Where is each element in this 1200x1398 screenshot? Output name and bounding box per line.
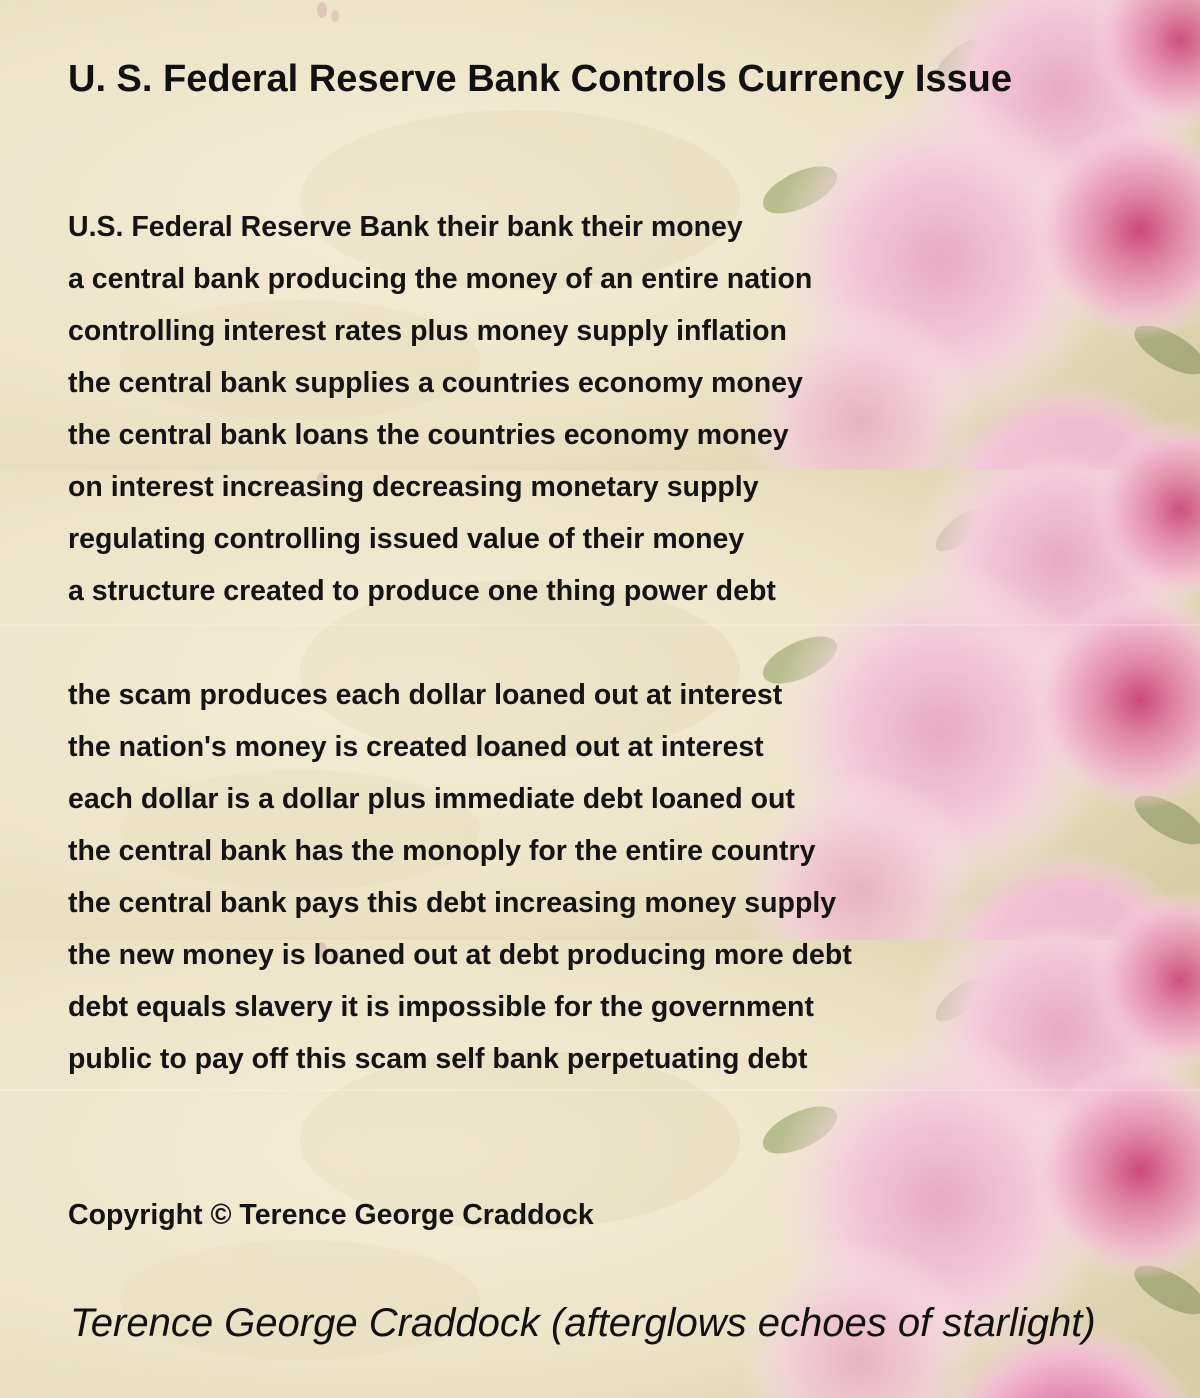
copyright-notice: Copyright © Terence George Craddock [68,1199,594,1231]
author-line: Terence George Craddock (afterglows echoes of starlight) [70,1301,1096,1345]
poem-line: the central bank loans the countries economy money [68,419,789,451]
poem-line: the new money is loaned out at debt producing more debt [68,939,852,971]
poem-line: debt equals slavery it is impossible for the government [68,991,814,1023]
stanza-1 [68,201,812,617]
poem-line: controlling interest rates plus money supply inflation [68,315,787,347]
poem-line: a central bank producing the money of an entire nation [68,263,813,295]
poem-line: the central bank supplies a countries economy money [68,367,803,399]
poem-line: the nation's money is created loaned out at interest [68,731,764,763]
poem-line: on interest increasing decreasing monetary supply [68,471,759,503]
poem-line: public to pay off this scam self bank perpetuating debt [68,1043,808,1075]
poem-line: the scam produces each dollar loaned out at interest [68,679,783,711]
poem-line: U.S. Federal Reserve Bank their bank their money [68,211,743,243]
stanza-2 [68,669,852,1085]
poem-line: a structure created to produce one thing power debt [68,575,776,607]
poem-line: regulating controlling issued value of their money [68,523,745,555]
poem-line: each dollar is a dollar plus immediate debt loaned out [68,783,795,815]
poem-line: the central bank has the monoply for the entire country [68,835,816,867]
poem-title: U. S. Federal Reserve Bank Controls Currency Issue [68,58,1013,100]
poem-line: the central bank pays this debt increasing money supply [68,887,837,919]
